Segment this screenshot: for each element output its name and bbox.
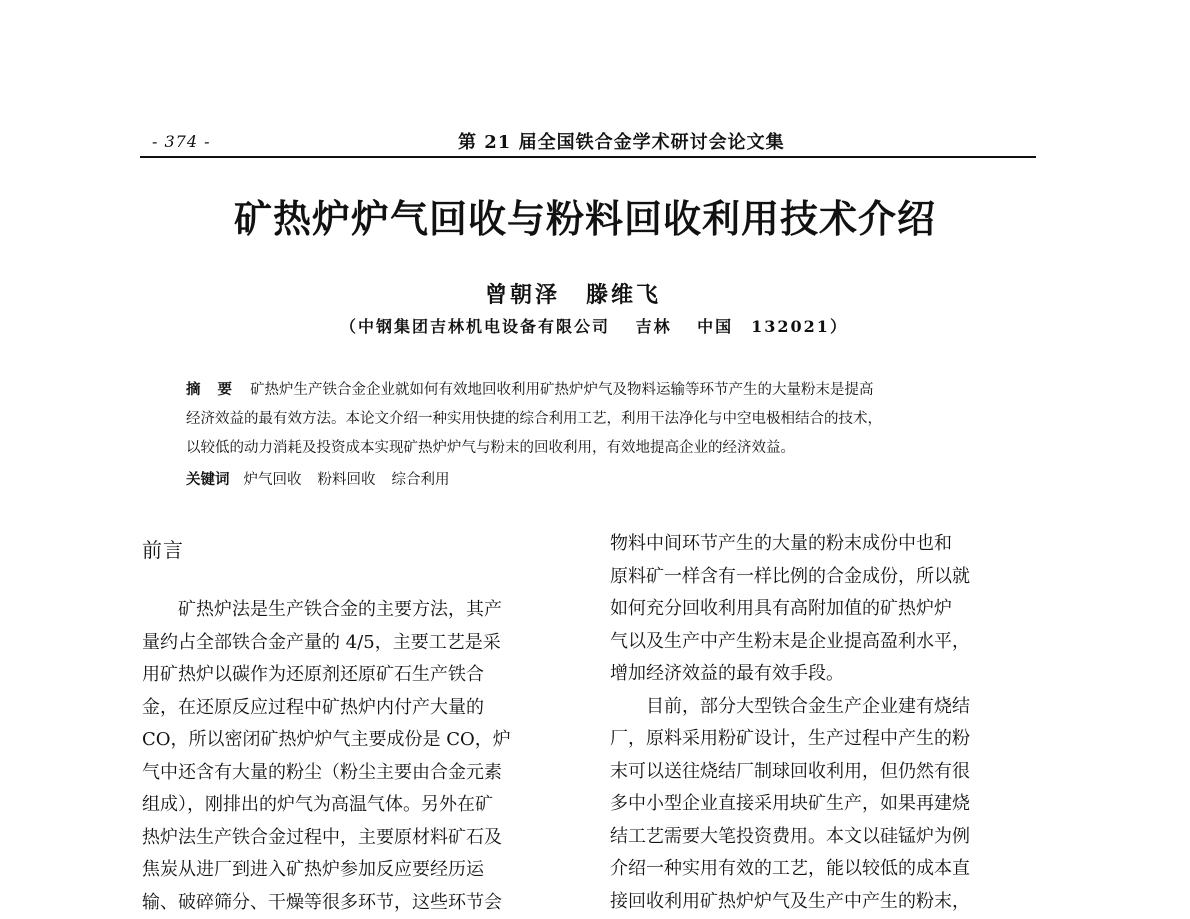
keyword: 粉料回收	[318, 472, 376, 488]
abstract-line	[186, 376, 986, 405]
abstract-line: 经济效益的最有效方法。本论文介绍一种实用快捷的综合利用工艺，利用干法净化与中空电极相结合的技术，	[186, 405, 986, 434]
author-name: 滕维飞	[586, 282, 661, 308]
body-line: 气以及生产中产生粉末是企业提高盈利水平，	[610, 626, 1030, 659]
body-line: 金，在还原反应过程中矿热炉内付产大量的	[142, 692, 554, 725]
authors	[485, 278, 661, 309]
body-line: 组成），刚排出的炉气为高温气体。另外在矿	[142, 789, 554, 822]
abstract-text: 矿热炉生产铁合金企业就如何有效地回收利用矿热炉炉气及物料运输等环节产生的大量粉末是提高	[250, 382, 874, 398]
abstract-line: 以较低的动力消耗及投资成本实现矿热炉炉气与粉末的回收利用，有效地提高企业的经济效益。	[186, 434, 986, 463]
keyword: 综合利用	[392, 472, 450, 488]
body-line: 原料矿一样含有一样比例的合金成份，所以就	[610, 561, 1030, 594]
body-line: CO，所以密闭矿热炉炉气主要成份是 CO，炉	[142, 724, 554, 757]
left-column	[142, 594, 554, 919]
affiliation: （中钢集团吉林机电设备有限公司 吉林 中国 132021）	[340, 314, 848, 337]
body-line: 气中还含有大量的粉尘（粉尘主要由合金元素	[142, 757, 554, 790]
abstract-label: 摘 要	[186, 382, 238, 398]
body-line: 接回收利用矿热炉炉气及生产中产生的粉末，	[610, 886, 1030, 919]
body-line: 增加经济效益的最有效手段。	[610, 658, 1030, 691]
body-line: 热炉法生产铁合金过程中，主要原材料矿石及	[142, 822, 554, 855]
body-line: 结工艺需要大笔投资费用。本文以硅锰炉为例	[610, 821, 1030, 854]
body-line: 目前，部分大型铁合金生产企业建有烧结	[610, 691, 1030, 724]
section-heading: 前言	[142, 534, 184, 563]
body-line: 输、破碎筛分、干燥等很多环节，这些环节会	[142, 887, 554, 919]
right-column	[610, 528, 1030, 918]
author-name: 曾朝泽	[485, 282, 560, 308]
body-line: 介绍一种实用有效的工艺，能以较低的成本直	[610, 853, 1030, 886]
body-line: 如何充分回收利用具有高附加值的矿热炉炉	[610, 593, 1030, 626]
body-line: 用矿热炉以碳作为还原剂还原矿石生产铁合	[142, 659, 554, 692]
body-line: 矿热炉法是生产铁合金的主要方法，其产	[142, 594, 554, 627]
keywords-label: 关键词	[186, 472, 230, 488]
page-number: - 374 -	[152, 132, 211, 151]
paper-title: 矿热炉炉气回收与粉料回收利用技术介绍	[0, 188, 1170, 243]
body-line: 末可以送往烧结厂制球回收利用，但仍然有很	[610, 756, 1030, 789]
keywords	[186, 468, 466, 489]
body-line: 物料中间环节产生的大量的粉末成份中也和	[610, 528, 1030, 561]
running-title: 第 21 届全国铁合金学术研讨会论文集	[458, 128, 785, 154]
body-line: 焦炭从进厂到进入矿热炉参加反应要经历运	[142, 854, 554, 887]
keyword: 炉气回收	[244, 472, 302, 488]
body-line: 多中小型企业直接采用块矿生产，如果再建烧	[610, 788, 1030, 821]
body-line: 厂，原料采用粉矿设计，生产过程中产生的粉	[610, 723, 1030, 756]
body-line: 量约占全部铁合金产量的 4/5，主要工艺是采	[142, 627, 554, 660]
abstract	[186, 376, 986, 463]
running-header	[140, 128, 1036, 158]
